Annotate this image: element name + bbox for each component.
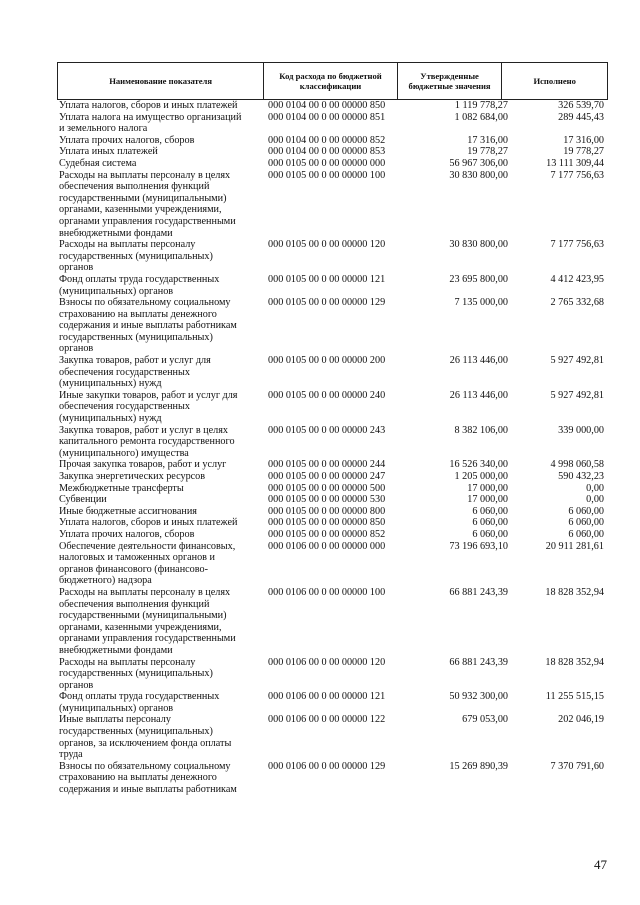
- row-name: Расходы на выплаты персоналу в целях обеспечения выполнения функций государственными (муниципальными) органами, казенными учреждениями, органами управления государственными внебюджетными фондами: [59, 586, 236, 656]
- row-executed: 339 000,00: [558, 424, 604, 436]
- row-name: Фонд оплаты труда государственных (муниципальных) органов: [59, 691, 220, 714]
- page-number: 47: [594, 857, 607, 872]
- row-executed: 7 370 791,60: [550, 760, 604, 772]
- row-code: 000 0105 00 0 00 00000 500: [268, 482, 386, 494]
- row-executed: 5 927 492,81: [550, 389, 604, 401]
- table-row: [57, 761, 608, 796]
- row-approved: 6 060,00: [472, 505, 508, 517]
- row-name: Уплата прочих налогов, сборов: [59, 528, 195, 540]
- row-executed: 326 539,70: [558, 100, 604, 111]
- table-row: [57, 657, 608, 692]
- row-approved: 1 119 778,27: [454, 100, 508, 111]
- row-name: Уплата иных платежей: [59, 146, 158, 158]
- row-executed: 20 911 281,61: [545, 540, 604, 552]
- row-executed: 18 828 352,94: [545, 586, 604, 598]
- row-executed: 7 177 756,63: [550, 239, 604, 251]
- row-executed: 5 927 492,81: [550, 355, 604, 367]
- row-executed: 2 765 332,68: [550, 297, 604, 309]
- table-row: [57, 459, 608, 471]
- row-approved: 7 135 000,00: [454, 297, 508, 309]
- row-name: Судебная система: [59, 157, 137, 169]
- header-approved: Утвержденные бюджетные значения: [398, 63, 503, 99]
- row-approved: 66 881 243,39: [449, 656, 508, 668]
- row-name: Закупка энергетических ресурсов: [59, 471, 206, 482]
- row-code: 000 0104 00 0 00 00000 851: [268, 111, 386, 123]
- row-code: 000 0105 00 0 00 00000 121: [268, 273, 386, 285]
- row-name: Иные бюджетные ассигнования: [59, 505, 197, 517]
- row-name: Уплата прочих налогов, сборов: [59, 134, 195, 146]
- row-code: 000 0105 00 0 00 00000 850: [268, 517, 386, 529]
- table-row: [57, 146, 608, 158]
- row-code: 000 0105 00 0 00 00000 243: [268, 424, 386, 436]
- table-row: [57, 239, 608, 274]
- row-name: Субвенции: [59, 494, 107, 506]
- row-approved: 15 269 890,39: [449, 760, 508, 772]
- row-approved: 50 932 300,00: [449, 691, 508, 703]
- table-row: [57, 471, 608, 483]
- row-approved: 56 967 306,00: [449, 157, 508, 169]
- table-row: [57, 112, 608, 135]
- row-code: 000 0104 00 0 00 00000 850: [268, 100, 386, 111]
- table-row: [57, 100, 608, 112]
- row-name: Расходы на выплаты персоналу государственных (муниципальных) органов: [59, 656, 213, 691]
- row-code: 000 0106 00 0 00 00000 121: [268, 691, 386, 703]
- budget-table: [57, 62, 608, 796]
- row-code: 000 0105 00 0 00 00000 530: [268, 494, 386, 506]
- table-row: [57, 135, 608, 147]
- row-approved: 30 830 800,00: [449, 239, 508, 251]
- row-approved: 30 830 800,00: [449, 169, 508, 181]
- table-row: [57, 714, 608, 760]
- table-header: [57, 62, 608, 100]
- table-row: [57, 297, 608, 355]
- row-name: Закупка товаров, работ и услуг для обеспечения государственных (муниципальных) нужд: [59, 355, 211, 390]
- row-approved: 26 113 446,00: [449, 355, 508, 367]
- row-code: 000 0105 00 0 00 00000 240: [268, 389, 386, 401]
- row-code: 000 0105 00 0 00 00000 852: [268, 528, 386, 540]
- row-executed: 6 060,00: [568, 505, 604, 517]
- table-row: [57, 691, 608, 714]
- row-executed: 590 432,23: [558, 471, 604, 482]
- row-name: Закупка товаров, работ и услуг в целях капитального ремонта государственного (муниципального) имущества: [59, 424, 235, 459]
- row-code: 000 0105 00 0 00 00000 244: [268, 459, 386, 471]
- row-approved: 6 060,00: [472, 517, 508, 529]
- row-approved: 73 196 693,10: [449, 540, 508, 552]
- table-row: [57, 158, 608, 170]
- row-approved: 17 000,00: [467, 482, 508, 494]
- row-executed: 17 316,00: [563, 134, 604, 146]
- row-approved: 8 382 106,00: [454, 424, 508, 436]
- table-row: [57, 506, 608, 518]
- row-code: 000 0104 00 0 00 00000 853: [268, 146, 386, 158]
- table-row: [57, 541, 608, 587]
- row-name: Фонд оплаты труда государственных (муниципальных) органов: [59, 273, 220, 297]
- row-code: 000 0106 00 0 00 00000 122: [268, 714, 386, 726]
- row-code: 000 0105 00 0 00 00000 129: [268, 297, 386, 309]
- table-row: [57, 390, 608, 425]
- table-row: [57, 170, 608, 240]
- row-executed: 13 111 309,44: [546, 157, 604, 169]
- header-code: Код расхода по бюджетной классификации: [264, 63, 398, 99]
- row-name: Иные выплаты персоналу государственных (муниципальных) органов, за исключением фонда оплаты труда: [59, 714, 232, 761]
- row-code: 000 0106 00 0 00 00000 100: [268, 586, 386, 598]
- row-code: 000 0105 00 0 00 00000 120: [268, 239, 386, 251]
- row-name: Уплата налогов, сборов и иных платежей: [59, 100, 238, 111]
- table-row: [57, 425, 608, 460]
- row-code: 000 0105 00 0 00 00000 200: [268, 355, 386, 367]
- row-executed: 7 177 756,63: [550, 169, 604, 181]
- row-executed: 4 412 423,95: [550, 273, 604, 285]
- row-approved: 1 205 000,00: [454, 471, 508, 482]
- row-code: 000 0106 00 0 00 00000 129: [268, 760, 386, 772]
- table-row: [57, 529, 608, 541]
- row-executed: 18 828 352,94: [545, 656, 604, 668]
- row-executed: 4 998 060,58: [550, 459, 604, 471]
- table-body: [57, 100, 608, 796]
- row-executed: 0,00: [586, 482, 604, 494]
- header-executed: Исполнено: [533, 76, 576, 86]
- row-executed: 202 046,19: [558, 714, 604, 726]
- row-approved: 16 526 340,00: [449, 459, 508, 471]
- row-approved: 17 316,00: [467, 134, 508, 146]
- row-executed: 6 060,00: [568, 528, 604, 540]
- row-code: 000 0106 00 0 00 00000 000: [268, 540, 386, 552]
- row-code: 000 0105 00 0 00 00000 800: [268, 505, 386, 517]
- table-row: [57, 517, 608, 529]
- row-name: Обеспечение деятельности финансовых, налоговых и таможенных органов и органов финансового (финансово- бюджетного) надзора: [59, 540, 236, 587]
- row-executed: 11 255 515,15: [545, 691, 604, 703]
- row-executed: 6 060,00: [568, 517, 604, 529]
- row-name: Взносы по обязательному социальному страхованию на выплаты денежного содержания и иные выплаты работникам: [59, 760, 237, 796]
- table-row: [57, 587, 608, 657]
- table-row: [57, 483, 608, 495]
- row-approved: 23 695 800,00: [449, 273, 508, 285]
- row-code: 000 0105 00 0 00 00000 100: [268, 169, 386, 181]
- row-approved: 6 060,00: [472, 528, 508, 540]
- table-row: [57, 355, 608, 390]
- row-name: Прочая закупка товаров, работ и услуг: [59, 459, 227, 471]
- row-name: Расходы на выплаты персоналу в целях обеспечения выполнения функций государственными (муниципальными) органами, казенными учреждениями, органами управления государственными внебюджетными фондами: [59, 169, 236, 239]
- row-code: 000 0106 00 0 00 00000 120: [268, 656, 386, 668]
- row-approved: 17 000,00: [467, 494, 508, 506]
- row-name: Иные закупки товаров, работ и услуг для обеспечения государственных (муниципальных) нужд: [59, 389, 238, 425]
- row-approved: 19 778,27: [467, 146, 508, 158]
- row-executed: 19 778,27: [563, 146, 604, 158]
- row-approved: 66 881 243,39: [449, 586, 508, 598]
- row-code: 000 0104 00 0 00 00000 852: [268, 134, 386, 146]
- table-row: [57, 274, 608, 297]
- header-name: Наименование показателя: [58, 63, 264, 99]
- row-executed: 0,00: [586, 494, 604, 506]
- row-code: 000 0105 00 0 00 00000 000: [268, 157, 386, 169]
- row-approved: 26 113 446,00: [449, 389, 508, 401]
- row-approved: 679 053,00: [462, 714, 508, 726]
- row-name: Межбюджетные трансферты: [59, 482, 184, 494]
- row-code: 000 0105 00 0 00 00000 247: [268, 471, 386, 482]
- row-name: Взносы по обязательному социальному страхованию на выплаты денежного содержания и иные выплаты работникам государственных (муниципальных) органов: [59, 297, 237, 355]
- row-name: Расходы на выплаты персоналу государственных (муниципальных) органов: [59, 239, 213, 274]
- row-name: Уплата налога на имущество организаций и земельного налога: [59, 111, 242, 135]
- table-row: [57, 494, 608, 506]
- row-name: Уплата налогов, сборов и иных платежей: [59, 517, 238, 529]
- row-approved: 1 082 684,00: [454, 111, 508, 123]
- row-executed: 289 445,43: [558, 111, 604, 123]
